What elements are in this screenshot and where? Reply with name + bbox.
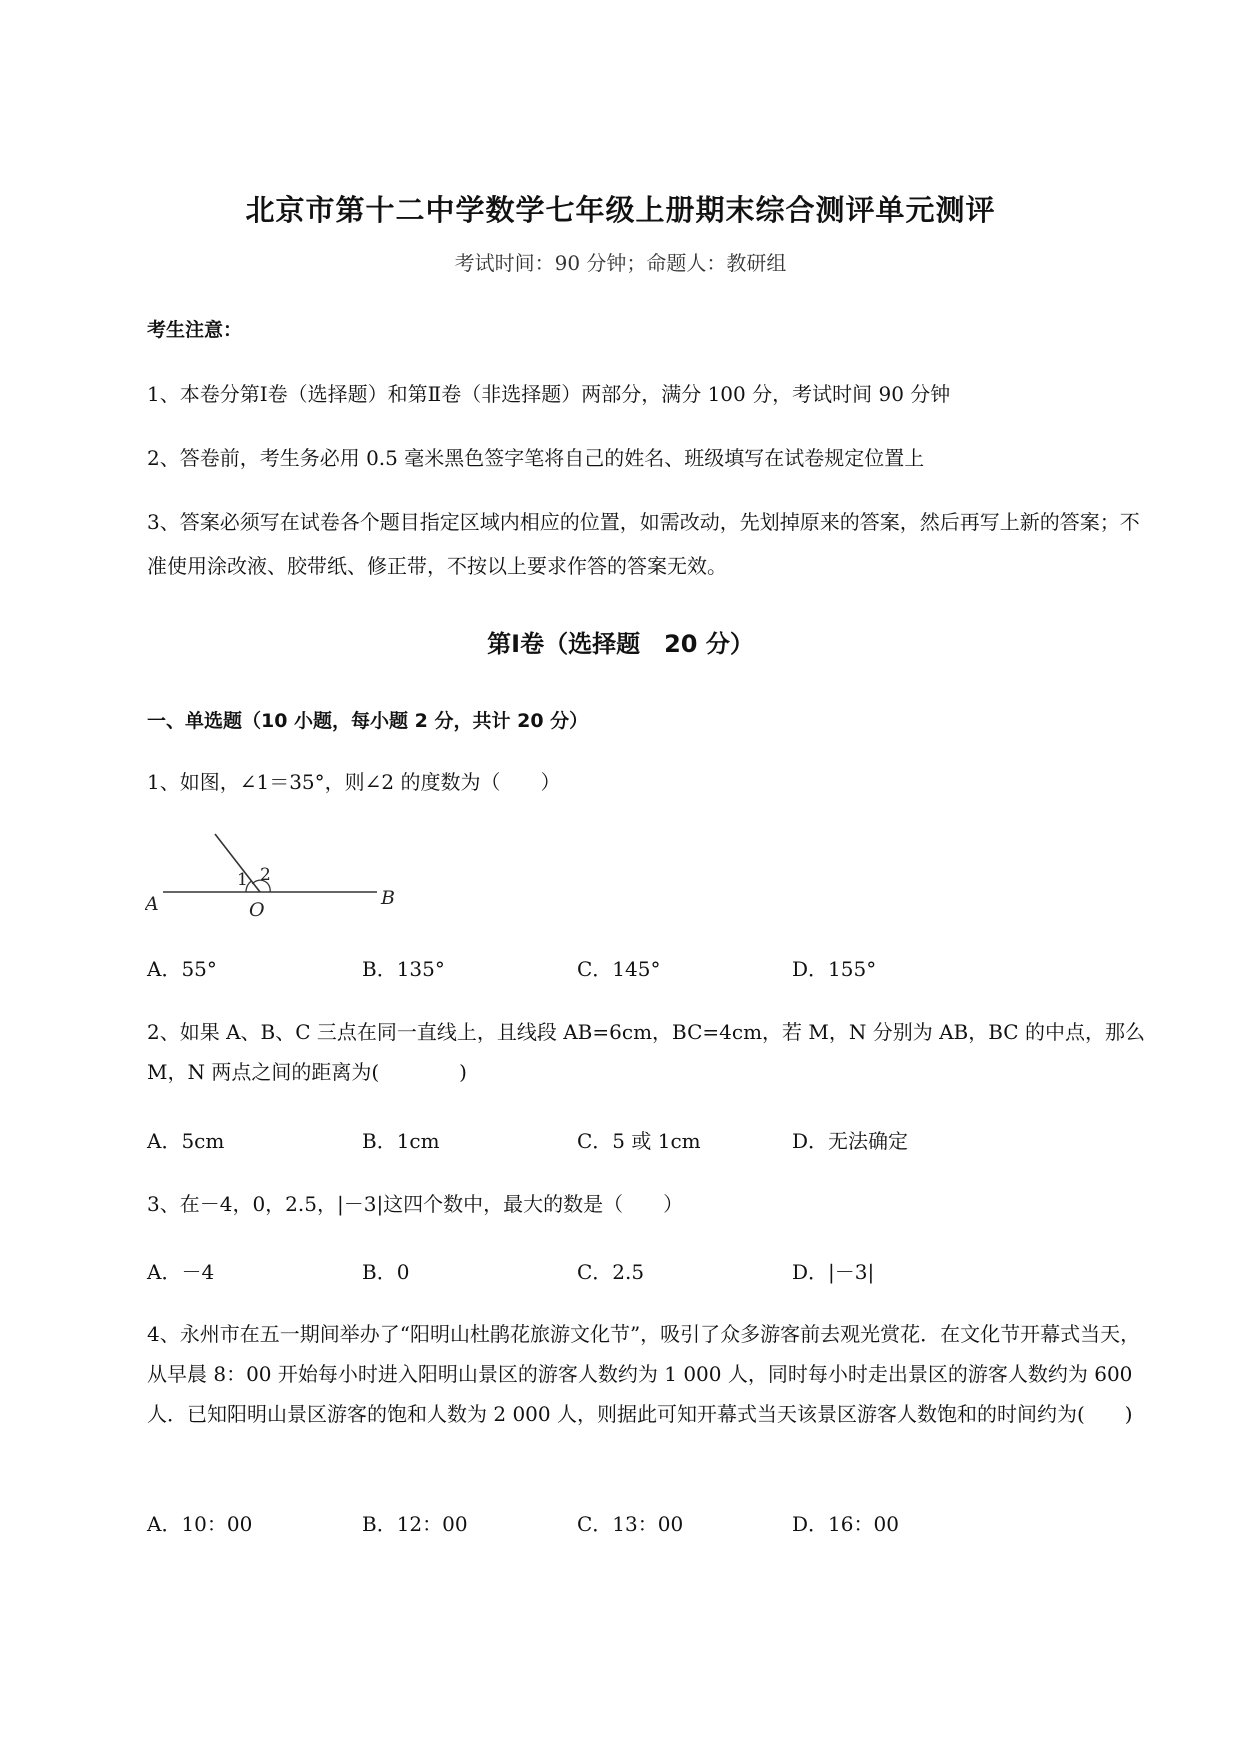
question-2-options (147, 1125, 1157, 1155)
question-3: 3、在－4，0，2.5，|－3|这四个数中，最大的数是（ ） (147, 1192, 684, 1216)
option-c[interactable]: C．5 或 1cm (577, 1129, 701, 1153)
option-d[interactable]: D．|－3| (792, 1260, 875, 1284)
option-b[interactable]: B．135° (362, 957, 445, 981)
question-4: 4、永州市在五一期间举办了“阳明山杜鹃花旅游文化节”，吸引了众多游客前去观光赏花．在文化节开幕式当天，从早晨 8：00 开始每小时进入阳明山景区的游客人数约为 1 000 人，同时每小时走出景区的游客人数约为 600 人．已知阳明山景区游客的饱和人数为 2 000 人，则据此可知开幕式当天该景区游客人数饱和的时间约为( ) (147, 1322, 1141, 1426)
label-angle-1: 1 (237, 870, 248, 890)
question-3-options (147, 1256, 1157, 1286)
notice-title: 考生注意： (147, 319, 243, 341)
option-d[interactable]: D．无法确定 (792, 1129, 909, 1153)
option-c[interactable]: C．145° (577, 957, 661, 981)
option-a[interactable]: A．55° (147, 957, 217, 981)
option-a[interactable]: A．－4 (147, 1260, 215, 1284)
notice-item-3: 3、答案必须写在试卷各个题目指定区域内相应的位置，如需改动，先划掉原来的答案，然后再写上新的答案；不准使用涂改液、胶带纸、修正带，不按以上要求作答的答案无效。 (147, 510, 1140, 578)
label-o: O (249, 899, 265, 921)
option-b[interactable]: B．12：00 (362, 1512, 468, 1536)
exam-subtitle: 考试时间：90 分钟；命题人：教研组 (454, 251, 787, 275)
label-a: A (145, 893, 159, 915)
option-d[interactable]: D．155° (792, 957, 877, 981)
angle-figure (145, 826, 405, 926)
notice-item-2: 2、答卷前，考生务必用 0.5 毫米黑色签字笔将自己的姓名、班级填写在试卷规定位置上 (147, 446, 925, 470)
notice-item-1: 1、本卷分第Ⅰ卷（选择题）和第Ⅱ卷（非选择题）两部分，满分 100 分，考试时间 90 分钟 (147, 382, 951, 406)
option-a[interactable]: A．5cm (147, 1129, 225, 1153)
part-title: 一、单选题（10 小题，每小题 2 分，共计 20 分） (147, 710, 589, 732)
question-4-options (147, 1508, 1157, 1538)
option-b[interactable]: B．0 (362, 1260, 410, 1284)
exam-title: 北京市第十二中学数学七年级上册期末综合测评单元测评 (245, 193, 996, 227)
option-b[interactable]: B．1cm (362, 1129, 440, 1153)
option-d[interactable]: D．16：00 (792, 1512, 899, 1536)
label-b: B (381, 887, 395, 909)
label-angle-2: 2 (260, 865, 271, 885)
question-1-options (147, 953, 1157, 983)
question-2: 2、如果 A、B、C 三点在同一直线上，且线段 AB=6cm，BC=4cm，若 M，N 分别为 AB，BC 的中点，那么 M，N 两点之间的距离为( ) (147, 1020, 1145, 1084)
option-c[interactable]: C．2.5 (577, 1260, 645, 1284)
section-title: 第Ⅰ卷（选择题 20 分） (487, 630, 754, 658)
option-a[interactable]: A．10：00 (147, 1512, 253, 1536)
option-c[interactable]: C．13：00 (577, 1512, 684, 1536)
question-1: 1、如图，∠1＝35°，则∠2 的度数为（ ） (147, 770, 561, 794)
